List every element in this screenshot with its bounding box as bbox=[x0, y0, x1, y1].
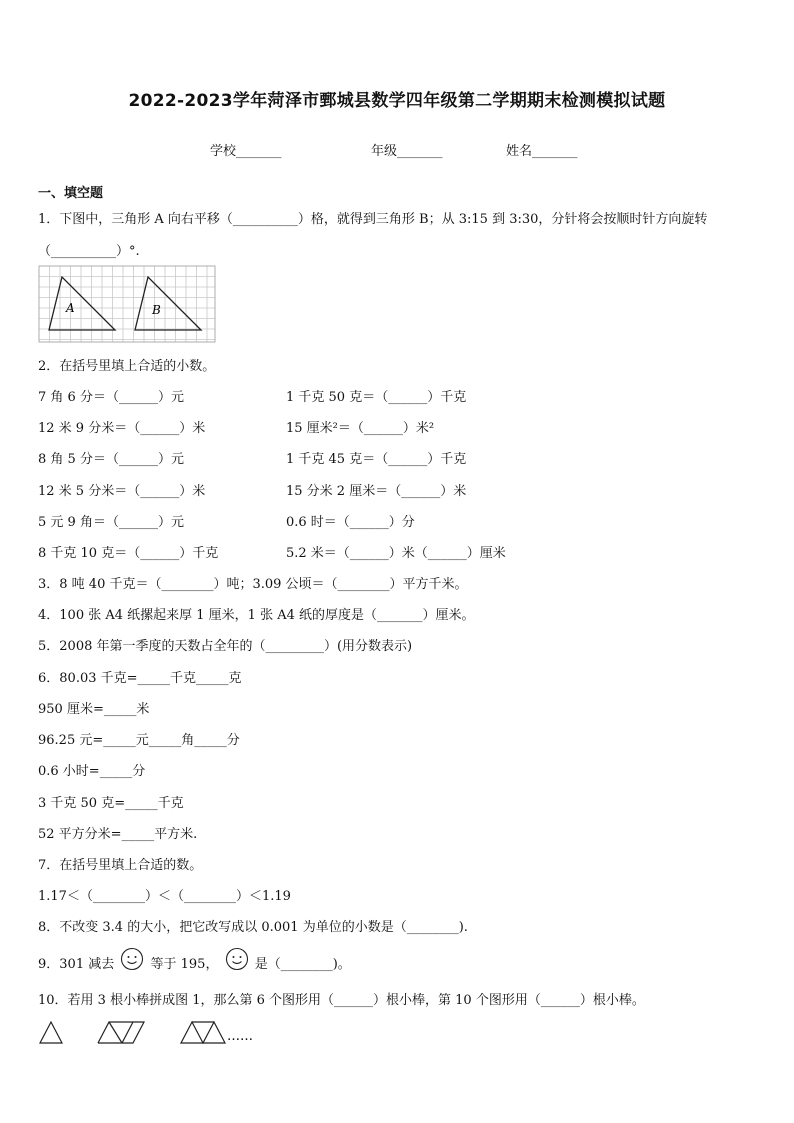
q2-row-2-left: 12 米 9 分米＝（______）米 bbox=[38, 421, 206, 436]
triangle-pattern-figure bbox=[38, 1020, 268, 1046]
q2-row-4-left: 12 米 5 分米＝（______）米 bbox=[38, 484, 206, 499]
pattern-figure-2 bbox=[98, 1022, 144, 1043]
q2-row-3-left: 8 角 5 分＝（______）元 bbox=[38, 452, 184, 467]
question-5: 5．2008 年第一季度的天数占全年的（_________）(用分数表示) bbox=[38, 639, 413, 654]
label-b: B bbox=[152, 303, 161, 317]
q2-row-1-left: 7 角 6 分＝（______）元 bbox=[38, 390, 184, 405]
label-a: A bbox=[66, 301, 75, 315]
question-7-stem: 7．在括号里填上合适的数。 bbox=[38, 858, 203, 873]
q2-row-2-right: 15 厘米²＝（______）米² bbox=[286, 421, 435, 436]
question-1-line-1: 1．下图中，三角形 A 向右平移（__________）格，就得到三角形 B；从 3:15 到 3:30，分针将会按顺时针方向旋转 bbox=[38, 212, 708, 227]
q2-row-5-right: 0.6 时＝（______）分 bbox=[286, 515, 415, 530]
question-3: 3．8 吨 40 千克＝（________）吨；3.09 公顷＝（________）平方千米。 bbox=[38, 577, 468, 592]
question-1-line-2: （__________）°. bbox=[38, 244, 140, 259]
smiley-icon bbox=[225, 947, 249, 971]
question-6-line-2: 950 厘米=_____米 bbox=[38, 702, 150, 717]
q2-row-6-right: 5.2 米＝（______）米（______）厘米 bbox=[286, 546, 506, 561]
q2-row-3-right: 1 千克 45 克＝（______）千克 bbox=[286, 452, 467, 467]
q2-row-6-left: 8 千克 10 克＝（______）千克 bbox=[38, 546, 219, 561]
question-6-line-1: 6．80.03 千克=_____千克_____克 bbox=[38, 671, 242, 686]
q9-part-1: 9．301 减去 bbox=[38, 957, 115, 972]
name-field: 姓名_______ bbox=[506, 144, 578, 159]
question-7-line: 1.17＜（________）＜（________）＜1.19 bbox=[38, 889, 291, 904]
grid-figure bbox=[39, 266, 215, 342]
q2-row-5-left: 5 元 9 角＝（______）元 bbox=[38, 515, 184, 530]
smiley-icon bbox=[120, 947, 144, 971]
q2-row-1-right: 1 千克 50 克＝（______）千克 bbox=[286, 390, 467, 405]
ellipsis-text: …… bbox=[227, 1029, 253, 1044]
question-6-line-4: 0.6 小时=_____分 bbox=[38, 764, 146, 779]
question-6-line-6: 52 平方分米=_____平方米. bbox=[38, 827, 198, 842]
question-4: 4．100 张 A4 纸摞起来厚 1 厘米，1 张 A4 纸的厚度是（_______）厘米。 bbox=[38, 608, 475, 623]
section-heading: 一、填空题 bbox=[38, 186, 104, 201]
grade-field: 年级_______ bbox=[371, 144, 443, 159]
question-6-line-5: 3 千克 50 克=_____千克 bbox=[38, 796, 184, 811]
question-8: 8．不改变 3.4 的大小，把它改写成以 0.001 为单位的小数是（________). bbox=[38, 920, 468, 935]
q2-row-4-right: 15 分米 2 厘米＝（______）米 bbox=[286, 484, 467, 499]
question-2-stem: 2．在括号里填上合适的小数。 bbox=[38, 359, 216, 374]
question-9 bbox=[38, 953, 351, 973]
question-6-line-3: 96.25 元=_____元_____角_____分 bbox=[38, 733, 240, 748]
pattern-figure-3 bbox=[181, 1022, 225, 1043]
q9-part-2: 等于 195， bbox=[150, 957, 219, 972]
pattern-figure-1 bbox=[40, 1022, 62, 1043]
triangle-a bbox=[49, 277, 115, 330]
question-10: 10．若用 3 根小棒拼成图 1，那么第 6 个图形用（______）根小棒，第 10 个图形用（______）根小棒。 bbox=[38, 993, 645, 1008]
school-field: 学校_______ bbox=[210, 144, 282, 159]
page-title: 2022-2023学年菏泽市鄄城县数学四年级第二学期期末检测模拟试题 bbox=[128, 91, 666, 111]
q9-part-3: 是（________)。 bbox=[254, 957, 351, 972]
triangle-b bbox=[135, 277, 201, 330]
